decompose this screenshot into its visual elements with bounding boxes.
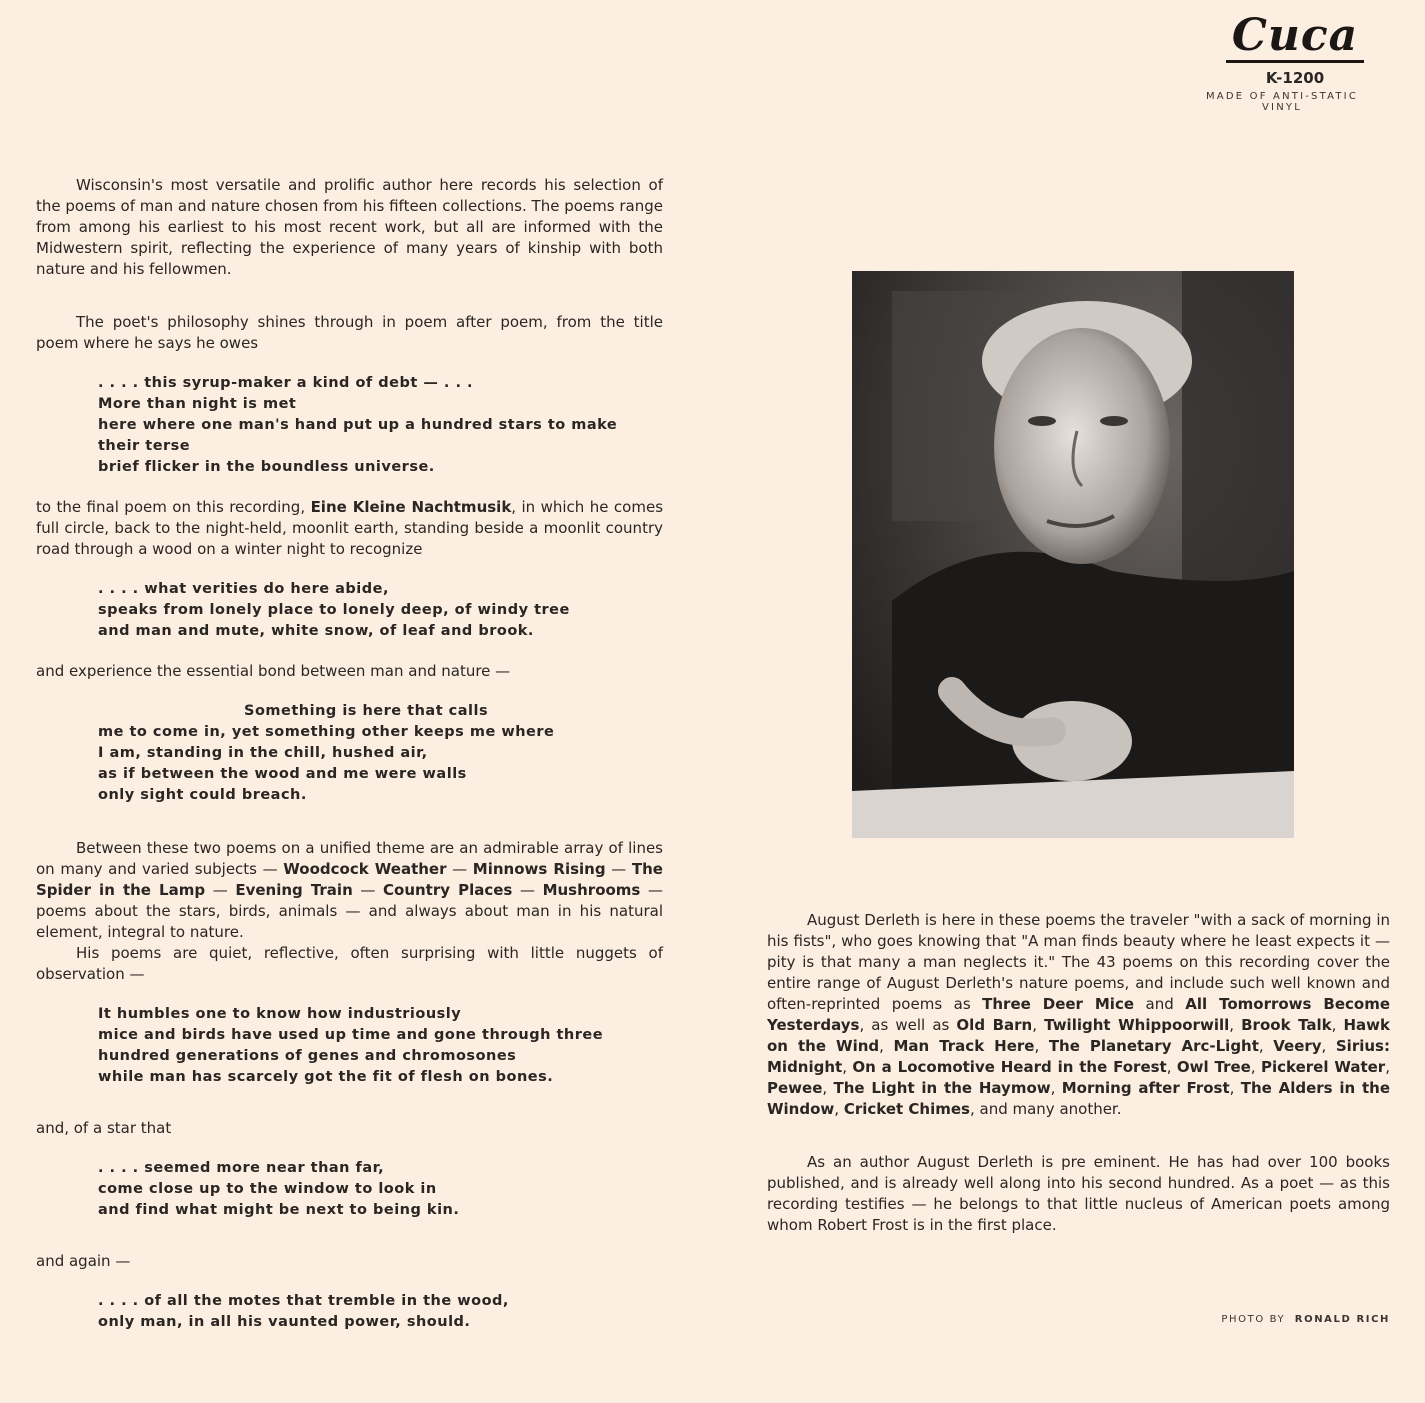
- quote-line: mice and birds have used up time and gone through three: [98, 1027, 604, 1043]
- quote-line: only man, in all his vaunted power, should.: [98, 1314, 471, 1330]
- left-column: [36, 175, 663, 1333]
- quote-line: . . . . what verities do here abide,: [98, 581, 389, 597]
- quote-line: . . . . seemed more near than far,: [98, 1160, 385, 1176]
- photo-credit: [1221, 1314, 1390, 1325]
- portrait-illustration: [852, 271, 1294, 838]
- quote-something-here: [98, 701, 663, 806]
- derleth-paragraph: August Derleth is here in these poems the traveler "with a sack of morning in his fists", who goes knowing that "A man finds beauty where he least expects it — pity is that many a man neglects it." The 43 poems on this recording cover the entire range of August Derleth's nature poems, and include such well known and often-reprinted poems as Three Deer Mice and All Tomorrows Become Yesterdays, as well as Old Barn, Twilight Whippoorwill, Brook Talk, Hawk on the Wind, Man Track Here, The Planetary Arc-Light, Veery, Sirius: Midnight, On a Locomotive Heard in the Forest, Owl Tree, Pickerel Water, Pewee, The Light in the Haymow, Morning after Frost, The Alders in the Window, Cricket Chimes, and many another.: [767, 911, 1391, 1118]
- photo-credit-name: RONALD RICH: [1294, 1314, 1390, 1325]
- quote-line: here where one man's hand put up a hundred stars to make: [98, 417, 618, 433]
- quote-nachtmusik: [98, 579, 663, 642]
- quote-title-poem: [98, 373, 663, 478]
- quote-motes: [98, 1291, 663, 1333]
- quote-line: More than night is met: [98, 396, 297, 412]
- bond-paragraph: and experience the essential bond between man and nature —: [36, 662, 511, 680]
- right-column: [767, 910, 1390, 1236]
- star-paragraph: and, of a star that: [36, 1119, 172, 1137]
- quote-line: Something is here that calls: [244, 703, 489, 719]
- intro-paragraph: Wisconsin's most versatile and prolific author here records his selection of the poems of man and nature chosen from his fifteen collections. The poems range from among his earliest to his most recent work, but all are informed with the Midwestern spirit, reflecting the experience of many years of kinship with both nature and his fellowmen.: [36, 176, 663, 278]
- observation-paragraph: His poems are quiet, reflective, often surprising with little nuggets of observation —: [36, 944, 663, 983]
- cuca-logo: Cuca: [1226, 12, 1364, 63]
- philosophy-paragraph: The poet's philosophy shines through in poem after poem, from the title poem where he says he owes: [36, 313, 663, 352]
- quote-line: their terse: [98, 438, 191, 454]
- cuca-logo-block: [1180, 12, 1380, 113]
- quote-line: come close up to the window to look in: [98, 1181, 437, 1197]
- quote-line: hundred generations of genes and chromosones: [98, 1048, 517, 1064]
- catalog-number: K-1200: [1265, 69, 1325, 87]
- author-paragraph: As an author August Derleth is pre eminent. He has had over 100 books published, and is already well along into his second hundred. As a poet — as this recording testifies — he belongs to that little nucleus of American poets among whom Robert Frost is in the first place.: [767, 1153, 1390, 1234]
- quote-line: as if between the wood and me were walls: [98, 766, 467, 782]
- photo-credit-label: PHOTO BY: [1221, 1314, 1286, 1325]
- quote-line: . . . . of all the motes that tremble in the wood,: [98, 1293, 509, 1309]
- author-portrait-photo: [852, 271, 1294, 838]
- again-paragraph: and again —: [36, 1252, 131, 1270]
- quote-line: and man and mute, white snow, of leaf and brook.: [98, 623, 534, 639]
- quote-line: I am, standing in the chill, hushed air,: [98, 745, 428, 761]
- subjects-paragraph: Between these two poems on a unified theme are an admirable array of lines on many and varied subjects — Woodcock Weather — Minnows Rising — The Spider in the Lamp — Evening Train — Country Places — Mushrooms — poems about the stars, birds, animals — and always about man in his natural element, integral to nature.: [36, 839, 663, 941]
- quote-line: . . . . this syrup-maker a kind of debt — . . .: [98, 375, 474, 391]
- quote-line: only sight could breach.: [98, 787, 307, 803]
- final-poem-paragraph: to the final poem on this recording, Eine Kleine Nachtmusik, in which he comes full circle, back to the night-held, moonlit earth, standing beside a moonlit country road through a wood on a winter night to recognize: [36, 498, 664, 558]
- vinyl-note: MADE OF ANTI-STATIC VINYL: [1205, 91, 1359, 113]
- quote-star: [98, 1158, 663, 1221]
- quote-humbles: [98, 1004, 663, 1088]
- quote-line: while man has scarcely got the fit of flesh on bones.: [98, 1069, 554, 1085]
- quote-line: and find what might be next to being kin.: [98, 1202, 460, 1218]
- quote-line: It humbles one to know how industriously: [98, 1006, 462, 1022]
- quote-line: me to come in, yet something other keeps me where: [98, 724, 555, 740]
- quote-line: speaks from lonely place to lonely deep, of windy tree: [98, 602, 570, 618]
- quote-line: brief flicker in the boundless universe.: [98, 459, 435, 475]
